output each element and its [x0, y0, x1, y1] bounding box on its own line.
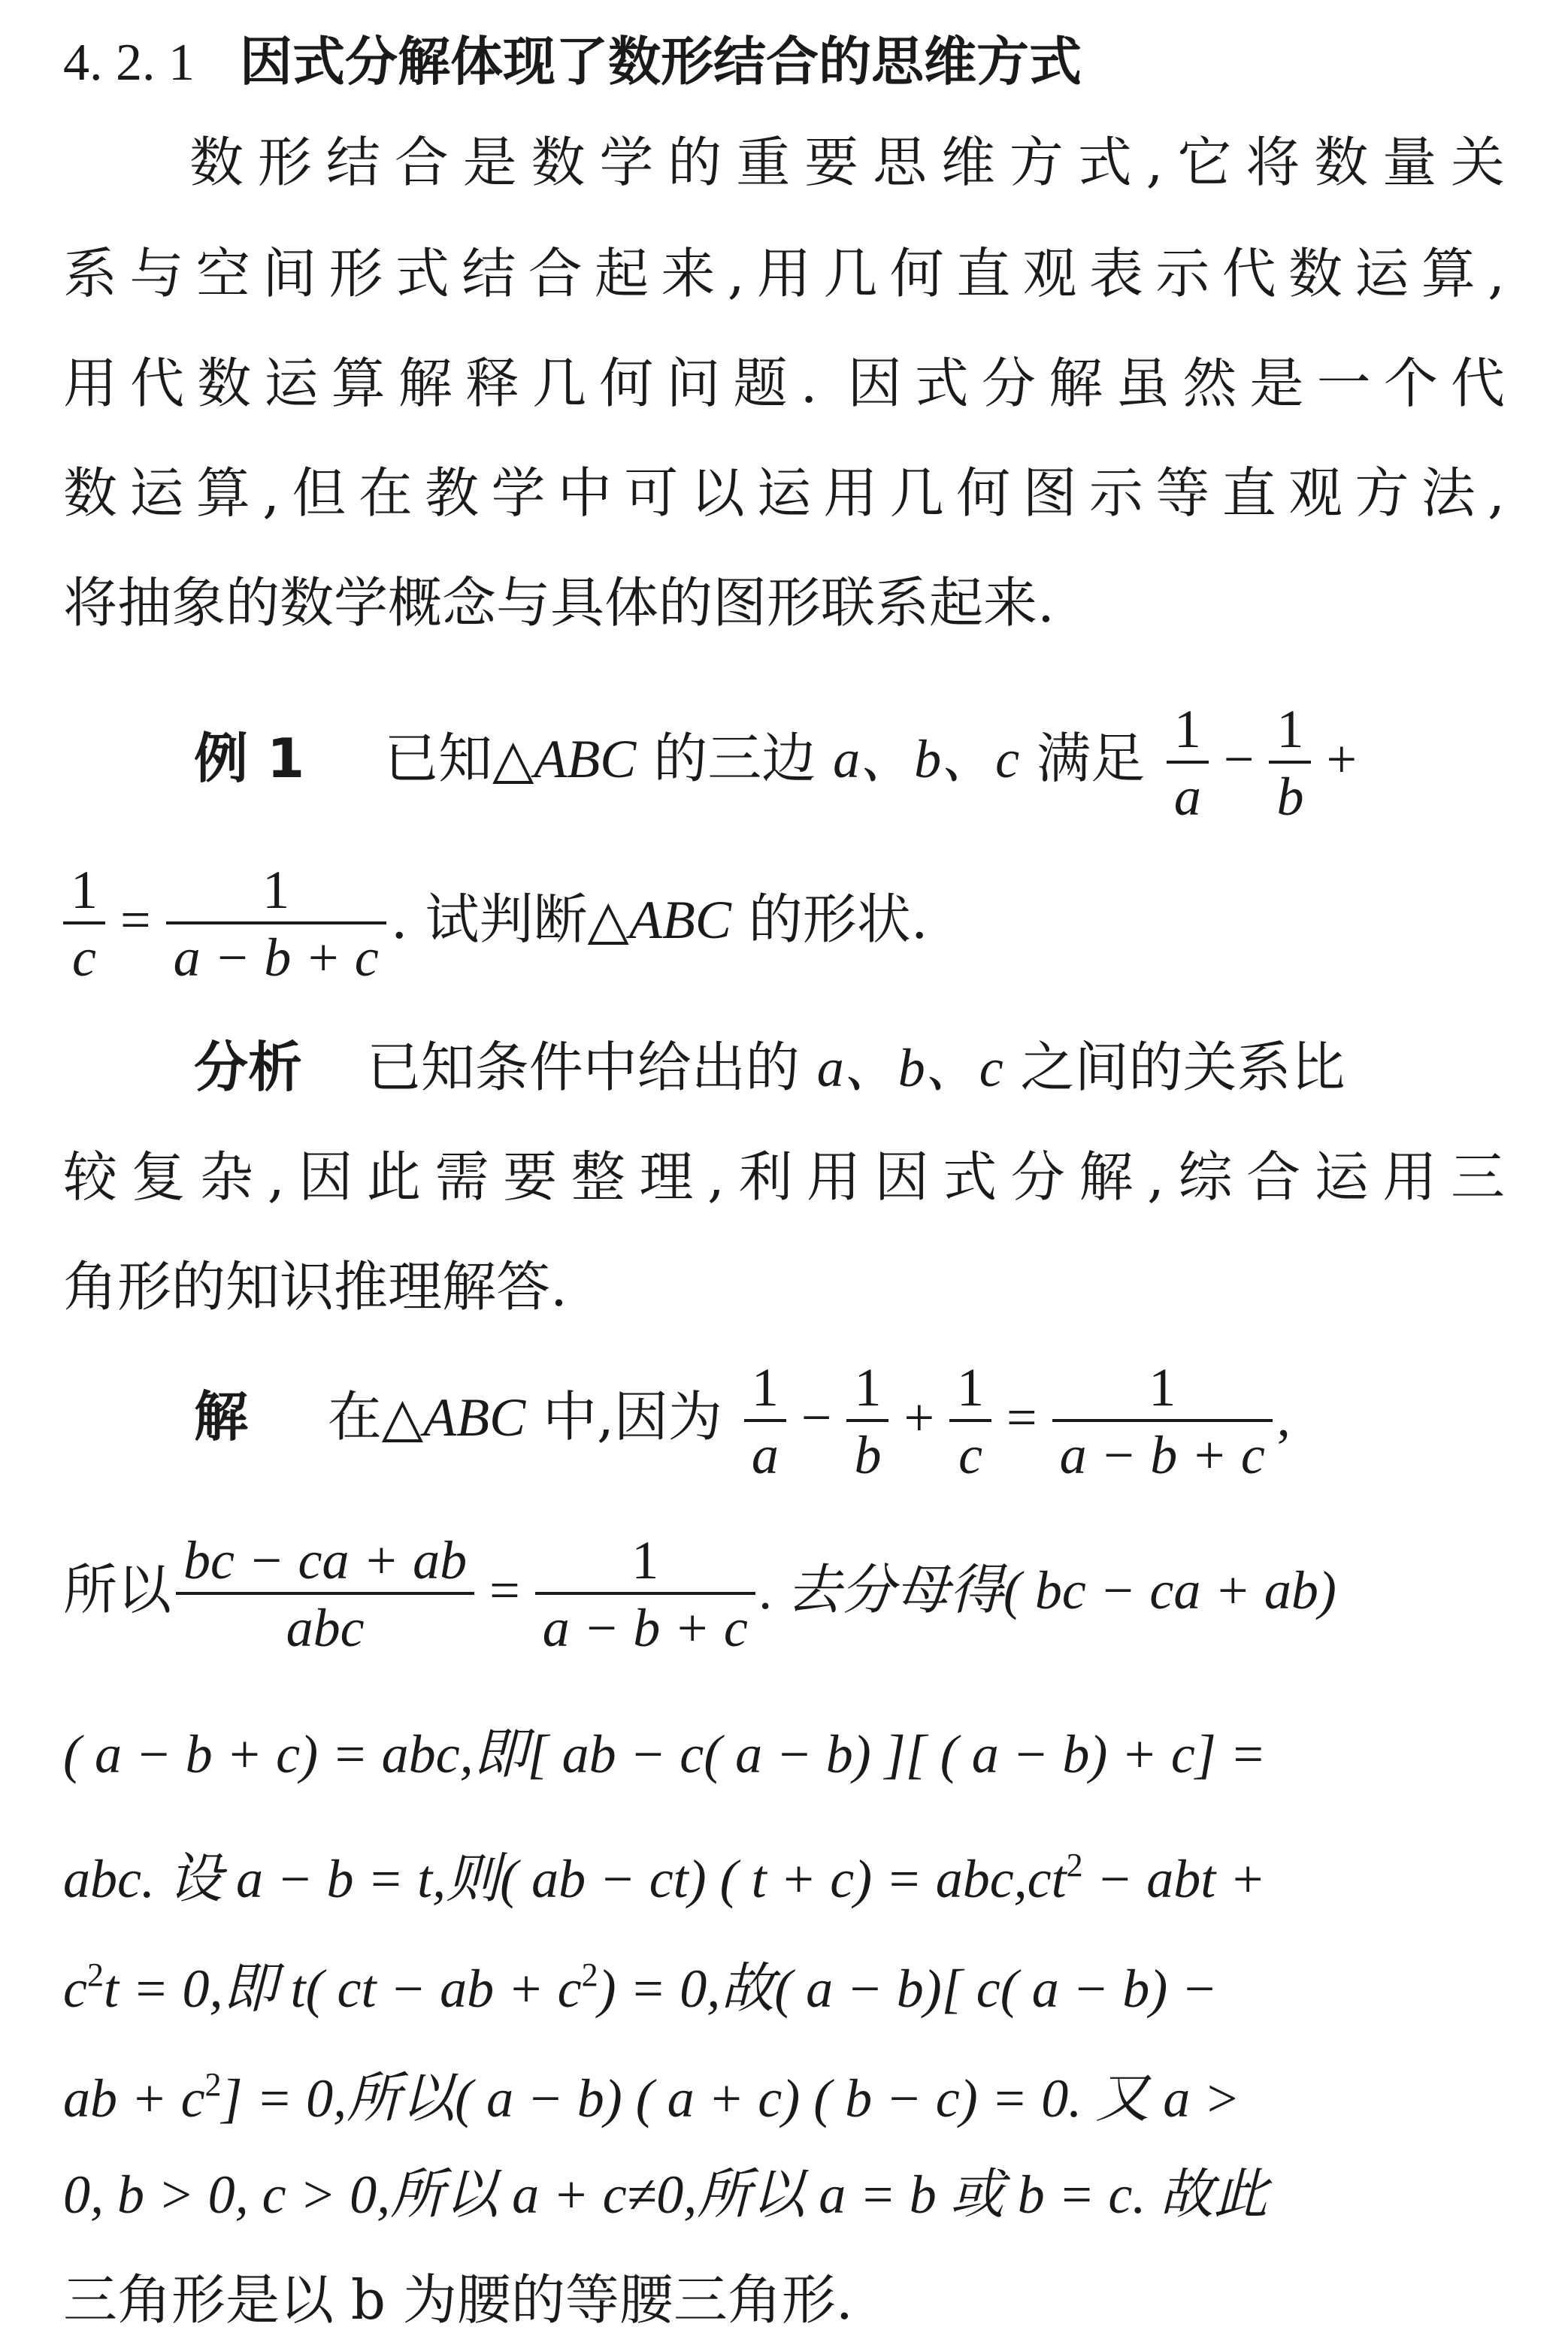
solution-line-6: ab + $c^2] = 0$,所以( a − b) ( a + c) ( b − c) = 0. 又 a >	[63, 2066, 1240, 2129]
fraction-1-over-c: $\frac{1}{c}$	[63, 863, 105, 985]
analysis-label: 分析	[194, 1036, 303, 1099]
intro-line-5: 将抽象的数学概念与具体的图形联系起来.	[63, 571, 1055, 634]
solution-line-3: ( a − b + c) = abc,即[ ab − c( a − b) ][ ( a − b) + c] =	[63, 1724, 1267, 1784]
section-title: 因式分解体现了数形结合的思维方式	[240, 31, 1082, 92]
section-number: 4. 2. 1	[63, 34, 195, 92]
fraction-1-over-sum: $\frac{1}{a - b + c}$	[166, 863, 386, 985]
triangle-name: ABC	[534, 729, 637, 789]
fraction-1-over-a: $\frac{1}{a}$	[1167, 702, 1209, 824]
fraction-1-over-b: $\frac{1}{b}$	[1269, 702, 1311, 824]
analysis-line-3: 角形的知识推理解答.	[63, 1255, 568, 1318]
intro-line-2: 系与空间形式结合起来,用几何直观表示代数运算,	[63, 242, 1505, 305]
example-line-2: $\frac{1}{c}$ = $\frac{1}{a - b + c}$ . 试判断△ABC 的形状.	[63, 863, 1505, 991]
solution-line-8: 三角形是以 b 为腰的等腰三角形.	[63, 2268, 853, 2331]
intro-line-3: 用代数运算解释几何问题. 因式分解虽然是一个代	[63, 352, 1505, 415]
example-label: 例 1	[194, 727, 305, 790]
solution-label: 解	[194, 1385, 249, 1448]
example-line-1: 例 1 已知△ABC 的三边 a、b、c 满足 $\frac{1}{a}$ − $\frac{1}{b}$ +	[194, 699, 1358, 827]
side-variables: a、b、c	[833, 729, 1020, 789]
solution-line-7: 0, b > 0, c > 0,所以 a + c≠0,所以 a = b 或 b = c. 故此	[63, 2165, 1268, 2225]
fraction-combined: $\frac{bc - ca + ab}{\text{abc}}$	[176, 1533, 474, 1655]
section-heading	[63, 26, 1505, 99]
solution-line-4: abc. 设 a − b = t,则( ab − ct) ( $t + c) = abc,ct^2$ − abt +	[63, 1847, 1266, 1909]
intro-line-1: 数形结合是数学的重要思维方式,它将数量关	[189, 131, 1505, 194]
analysis-line-2: 较复杂,因此需要整理,利用因式分解,综合运用三	[63, 1145, 1505, 1209]
solution-line-2: 所以 $\frac{bc - ca + ab}{\text{abc}}$ = $\frac{1}{a - b + c}$ . 去分母得( bc − ca + ab)	[63, 1530, 1336, 1658]
solution-line-5: $c^2t = 0$,即 t( ct − ab + $c^2) = 0$,故( a − b)[ c( a − b) −	[63, 1956, 1218, 2019]
solution-line-1: 解 在△ABC 中,因为 $\frac{1}{a}$ − $\frac{1}{b}$ + $\frac{1}{c}$ = $\frac{1}{a - b + c}$ ,	[194, 1357, 1291, 1485]
analysis-line-1: 分析 已知条件中给出的 a、b、c 之间的关系比	[194, 1036, 1346, 1099]
intro-line-4: 数运算,但在教学中可以运用几何图示等直观方法,	[63, 461, 1505, 525]
